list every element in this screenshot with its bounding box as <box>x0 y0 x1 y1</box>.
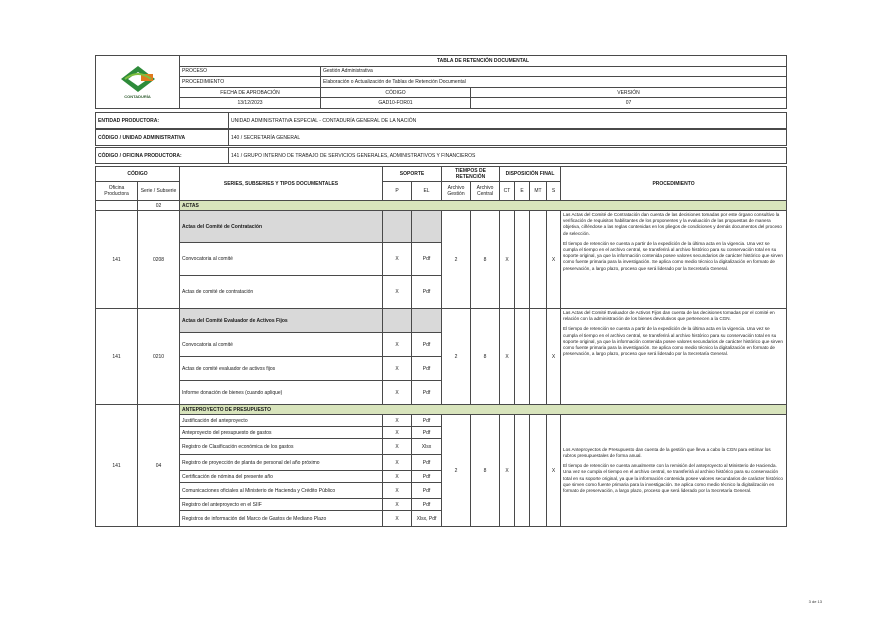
series-name: ACTAS <box>180 201 787 211</box>
ct-value: X <box>500 211 515 309</box>
s-value: X <box>547 211 561 309</box>
series-name: ANTEPROYECTO DE PRESUPUESTO <box>180 405 787 415</box>
col-serie: Serie / Subserie <box>138 182 180 201</box>
unidad-value: 140 / SECRETARÍA GENERAL <box>229 130 787 146</box>
col-disposicion: DISPOSICIÓN FINAL <box>500 167 561 182</box>
tipo-documental: Certificación de nómina del presente año <box>180 471 383 483</box>
col-el: EL <box>412 182 442 201</box>
tipo-documental: Convocatoria al comité <box>180 243 383 276</box>
procedimiento-text: Las Actas del Comité Evaluador de Activos Fijos dan cuenta de las decisiones tomadas por el comité en relación con la administración de los bienes devolutivos que pertenecen a la CGN. El tiempo de retención se cuenta a partir de la expedición de la última acta en la vigencia. Una vez se cumpla el tiempo en el archivo central, se transferirá al archivo histórico para su conservación total en su soporte original, ya que la información contenida posee valores secundarios de carácter histórico que sirven como fuente primaria para la investigación. Se aplica como medio técnico la digitalización en formato de preservación, a largo plazo, proceso que será liderado por la Secretaría General. <box>561 309 787 405</box>
cgn-logo-icon <box>117 64 159 94</box>
ct-value: X <box>500 309 515 405</box>
col-series: SERIES, SUBSERIES Y TIPOS DOCUMENTALES <box>180 167 383 201</box>
procedimiento-text: Los Anteproyectos de Presupuesto dan cuenta de la gestión que lleva a cabo la CGN para estimar los rubros presupuestales de forma anual. El tiempo de retención se cuenta anualmente con la remisión del anteproyecto al Ministerio de Hacienda. Una vez se cumpla el tiempo en el archivo central, se transferirá al archivo histórico para su conservación total en su soporte original, ya que la información contenida posee valores secundarios de carácter histórico que sirven como fuente primaria para la investigación. Se aplica como medio técnico la digitalización en formato de preservación, a largo plazo, proceso que será liderado por la Secretaría General. <box>561 415 787 527</box>
oficina-value: 141 / GRUPO INTERNO DE TRABAJO DE SERVICIOS GENERALES, ADMINISTRATIVOS Y FINANCIEROS <box>229 148 787 164</box>
codigo-value: GAD10-FOR01 <box>321 98 471 109</box>
s-value: X <box>547 415 561 527</box>
fecha-label: FECHA DE APROBACIÓN <box>180 87 321 98</box>
soporte-p: X <box>383 357 412 381</box>
soporte-el: Pdf <box>412 276 442 309</box>
ct-value: X <box>500 415 515 527</box>
soporte-el: Pdf <box>412 243 442 276</box>
tipo-documental: Registros de información del Marco de Gastos de Mediano Plazo <box>180 511 383 527</box>
col-oficina: Oficina Productora <box>96 182 138 201</box>
soporte-p: X <box>383 499 412 511</box>
archivo-central-value: 8 <box>471 415 500 527</box>
tipo-documental: Registro de Clasificación económica de los gastos <box>180 439 383 455</box>
series-row <box>96 405 787 415</box>
soporte-p: X <box>383 455 412 471</box>
oficina-code: 141 <box>96 309 138 405</box>
soporte-el: Pdf <box>412 415 442 427</box>
procedimiento-label: PROCEDIMIENTO <box>180 77 321 88</box>
codigo-label: CÓDIGO <box>321 87 471 98</box>
col-e: E <box>515 182 530 201</box>
tipo-documental-row <box>96 415 787 427</box>
tipo-documental: Comunicaciones oficiales al Ministerio de Hacienda y Crédito Público <box>180 483 383 499</box>
soporte-el: Pdf <box>412 455 442 471</box>
subseries-row <box>96 211 787 243</box>
version-label: VERSIÓN <box>471 87 787 98</box>
soporte-el: Pdf <box>412 483 442 499</box>
entidad-label: ENTIDAD PRODUCTORA: <box>96 113 229 129</box>
archivo-central-value: 8 <box>471 211 500 309</box>
soporte-el: Pdf <box>412 427 442 439</box>
soporte-p: X <box>383 415 412 427</box>
soporte-el: Pdf <box>412 381 442 405</box>
soporte-el: Pdf <box>412 333 442 357</box>
col-codigo: CÓDIGO <box>96 167 180 182</box>
soporte-p: X <box>383 439 412 455</box>
oficina-row <box>95 147 787 164</box>
subseries-name: Actas del Comité Evaluador de Activos Fijos <box>180 309 383 333</box>
soporte-p: X <box>383 511 412 527</box>
soporte-el: Pdf <box>412 499 442 511</box>
soporte-p: X <box>383 483 412 499</box>
archivo-gestion-value: 2 <box>442 309 471 405</box>
document-title: TABLA DE RETENCIÓN DOCUMENTAL <box>180 56 787 67</box>
logo-cell <box>96 56 180 109</box>
procedimiento-text: Las Actas del Comité de Contratación dan cuenta de las decisiones tomadas por este órgano consultivo la verificación de requisitos habilitantes de los proponentes y la evaluación de las propuestas de manera objetiva, ciñéndose a las reglas contenidas en los pliegos de condiciones y demás documentos del proceso de selección. El tiempo de retención se cuenta a partir de la expedición de la última acta en la vigencia. Una vez se cumpla el tiempo en el archivo central, se transferirá al archivo histórico para su conservación total en su soporte original, ya que la información contenida posee valores secundarios de carácter histórico que sirven como fuente primaria para la investigación. Se aplica como medio técnico la digitalización en formato de preservación, a largo plazo, proceso que será liderado por la Secretaría General. <box>561 211 787 309</box>
soporte-el: Xlsx, Pdf <box>412 511 442 527</box>
soporte-p: X <box>383 333 412 357</box>
archivo-gestion-value: 2 <box>442 211 471 309</box>
subseries-row <box>96 309 787 333</box>
series-row <box>96 201 787 211</box>
col-soporte: SOPORTE <box>383 167 442 182</box>
tipo-documental: Actas de comité evaluador de activos fijos <box>180 357 383 381</box>
proceso-label: PROCESO <box>180 66 321 77</box>
tipo-documental: Registro de proyección de planta de personal del año próximo <box>180 455 383 471</box>
tipo-documental: Convocatoria al comité <box>180 333 383 357</box>
soporte-p: X <box>383 276 412 309</box>
tipo-documental: Anteproyecto del presupuesto de gastos <box>180 427 383 439</box>
soporte-el: Pdf <box>412 471 442 483</box>
series-code: 02 <box>138 201 180 211</box>
col-s: S <box>547 182 561 201</box>
col-archivo-gestion: Archivo Gestión <box>442 182 471 201</box>
tipo-documental: Justificación del anteproyecto <box>180 415 383 427</box>
subseries-code: 0208 <box>138 211 180 309</box>
proceso-value: Gestión Administrativa <box>321 66 787 77</box>
s-value: X <box>547 309 561 405</box>
entidad-row <box>95 112 787 129</box>
oficina-label: CÓDIGO / OFICINA PRODUCTORA: <box>96 148 229 164</box>
soporte-p: X <box>383 427 412 439</box>
fecha-value: 13/12/2023 <box>180 98 321 109</box>
col-procedimiento: PROCEDIMIENTO <box>561 167 787 201</box>
soporte-p: X <box>383 381 412 405</box>
oficina-code: 141 <box>96 211 138 309</box>
version-value: 07 <box>471 98 787 109</box>
procedimiento-value: Elaboración o Actualización de Tablas de Retención Documental <box>321 77 787 88</box>
retention-table <box>95 166 787 527</box>
soporte-p: X <box>383 243 412 276</box>
col-archivo-central: Archivo Central <box>471 182 500 201</box>
logo-text: CONTADURÍA <box>124 94 151 100</box>
soporte-el: Xlsx <box>412 439 442 455</box>
soporte-p: X <box>383 471 412 483</box>
series-code: 04 <box>138 405 180 527</box>
archivo-central-value: 8 <box>471 309 500 405</box>
tipo-documental: Registro del anteproyecto en el SIIF <box>180 499 383 511</box>
soporte-el: Pdf <box>412 357 442 381</box>
oficina-code: 141 <box>96 405 138 527</box>
archivo-gestion-value: 2 <box>442 415 471 527</box>
col-tiempos: TIEMPOS DE RETENCIÓN <box>442 167 500 182</box>
col-p: P <box>383 182 412 201</box>
subseries-code: 0210 <box>138 309 180 405</box>
col-ct: CT <box>500 182 515 201</box>
tipo-documental: Actas de comité de contratación <box>180 276 383 309</box>
subseries-name: Actas del Comité de Contratación <box>180 211 383 243</box>
tipo-documental: Informe donación de bienes (cuando aplique) <box>180 381 383 405</box>
unidad-row <box>95 129 787 146</box>
unidad-label: CÓDIGO / UNIDAD ADMINISTRATIVA <box>96 130 229 146</box>
page-number: 3 de 13 <box>808 599 822 604</box>
document-header <box>95 55 787 109</box>
entidad-value: UNIDAD ADMINISTRATIVA ESPECIAL - CONTADURÍA GENERAL DE LA NACIÓN <box>229 113 787 129</box>
col-mt: MT <box>530 182 547 201</box>
